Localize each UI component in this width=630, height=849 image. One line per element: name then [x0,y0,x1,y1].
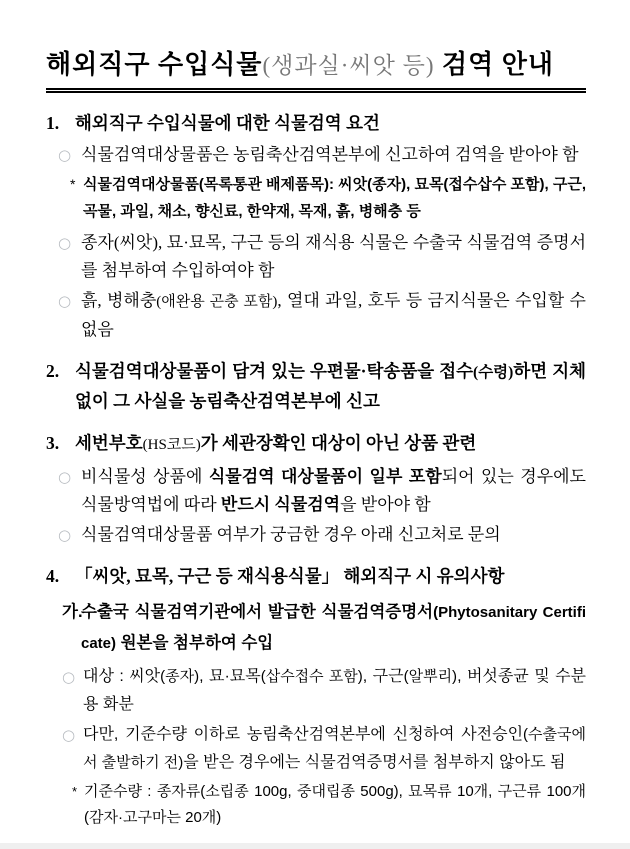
circle-bullet-icon: ○ [62,667,76,686]
page-title [46,48,586,93]
ga-text-pre: 수출국 식물검역기관에서 발급한 식물검역증명서 [81,602,434,621]
bullet-text-pre: 흙, 병해충 [81,290,157,310]
page-bottom-edge [0,843,630,849]
target-seg-1: 대상 : 씨앗 [83,667,161,685]
section-4-number: 4. [46,565,60,586]
footnote-text [84,779,586,831]
heading-text-paren: (수령) [473,363,514,381]
footnote-quarantine-target-items [46,171,586,225]
bullet-text [83,663,586,719]
approval-paren: (수출국에서 출발하기 전) [83,725,586,771]
bullet-text-paren: (애완용 곤충 포함) [156,293,278,310]
subsection-ga-phytosanitary-certificate [46,597,586,659]
circle-bullet-icon: ○ [58,467,72,486]
circle-bullet-icon: ○ [58,291,72,310]
bullet-non-plant-products [46,463,586,519]
section-planting-plants-precautions [46,562,586,831]
quantity-seg-2: , 묘목류 10개, 구근류 100개 [398,782,586,800]
section-2-heading-text [75,357,586,416]
target-seg-2: , 묘·묘목 [199,667,261,685]
quantity-paren-1: (소립종 100g, 중대립종 500g) [200,782,399,800]
section-1-heading-text: 해외직구 수입식물에 대한 식물검역 요건 [75,112,380,133]
section-3-heading-text [75,429,586,460]
heading-text-pre: 세번부호 [75,432,143,453]
footnote-text: 식물검역대상물품(목록통관 배제품목): 씨앗(종자), 묘목(접수삽수 포함), 구근, 곡물, 과일, 채소, 향신료, 한약재, 목재, 흙, 병해충 등 [83,175,587,220]
bullet-seg-3: 되어 있는 경우에도 식물방역법에 따라 [81,466,586,514]
section-2-number: 2. [46,360,60,381]
bullet-text: 식물검역대상물품은 농림축산검역본부에 신고하여 검역을 받아야 함 [81,144,579,164]
footnote-standard-quantity [46,779,586,831]
page-title-paren: (생과실·씨앗 등) [262,53,435,78]
bullet-prior-approval-exception [46,721,586,777]
bullet-seg-4-bold: 반드시 식물검역 [220,494,341,514]
section-1-heading [46,109,586,138]
subsection-ga-text [81,597,586,659]
bullet-seg-5: 을 받아야 함 [340,494,431,514]
target-paren-1: (종자) [160,667,200,685]
section-quarantine-requirements [46,109,586,344]
section-4-heading [46,562,586,591]
ga-text-post: 원본을 첨부하여 수입 [116,633,274,652]
bullet-text: 식물검역대상물품 여부가 궁금한 경우 아래 신고처로 문의 [81,524,501,544]
bullet-inquiry-contact [46,521,586,549]
heading-text-post: 하면 지체없이 그 사실을 농림축산검역본부에 신고 [75,360,587,411]
heading-text-post: 가 세관장확인 대상이 아닌 상품 관련 [200,432,477,453]
section-1-number: 1. [46,112,60,133]
bullet-text [81,287,586,344]
circle-bullet-icon: ○ [58,525,72,544]
bullet-text [81,463,586,519]
bullet-target-items [46,663,586,719]
target-paren-2: (삽수접수 포함) [260,667,363,685]
quantity-seg-1: 기준수량 : 종자류 [84,782,201,800]
page-title-main: 해외직구 수입식물 [46,50,263,79]
circle-bullet-icon: ○ [58,145,72,164]
target-paren-3: (알뿌리) [403,667,458,685]
bullet-text: 종자(씨앗), 묘·묘목, 구근 등의 재식용 식물은 수출국 식물검역 증명서를 첨부하여 수입하여야 함 [81,232,586,280]
target-seg-4: , 버섯종균 및 수분용 화분 [83,667,586,713]
circle-bullet-icon: ○ [62,725,76,744]
section-hs-code-products [46,429,586,549]
bullet-prohibited-plants [46,287,586,344]
section-2-heading [46,357,586,416]
bullet-planting-plants-certificate [46,229,586,285]
section-3-heading [46,429,586,460]
page-title-suffix: 검역 안내 [434,50,554,79]
ga-text-paren: (Phytosanitary Certificate) [81,603,586,652]
target-seg-3: , 구근 [362,667,404,685]
approval-seg-2: 을 받은 경우에는 식물검역증명서를 첨부하지 않아도 됨 [183,753,566,771]
approval-seg-1: 다만, 기준수량 이하로 농림축산검역본부에 신청하여 사전승인 [83,725,524,743]
bullet-text [83,721,586,777]
bullet-declare-to-quarantine-agency [46,141,586,169]
heading-text-paren: (HS코드) [142,436,201,453]
asterisk-marker-icon: * [72,783,78,799]
bullet-seg-1: 비식물성 상품에 [81,466,209,486]
circle-bullet-icon: ○ [58,233,72,252]
asterisk-marker-icon: * [70,175,76,192]
bullet-text-post: , 열대 과일, 호두 등 금지식물은 수입할 수 없음 [81,290,586,339]
heading-text-pre: 식물검역대상물품이 담겨 있는 우편물·탁송품을 접수 [75,360,474,381]
section-3-number: 3. [46,432,60,453]
section-4-heading-text: 「씨앗, 묘목, 구근 등 재식용식물」 해외직구 시 유의사항 [75,565,505,586]
quantity-paren-2: (감자·고구마는 20개) [84,808,222,826]
subsection-ga-label: 가. [62,602,83,621]
section-report-parcels [46,357,586,416]
bullet-seg-2-bold: 식물검역 대상물품이 일부 포함 [208,466,442,486]
